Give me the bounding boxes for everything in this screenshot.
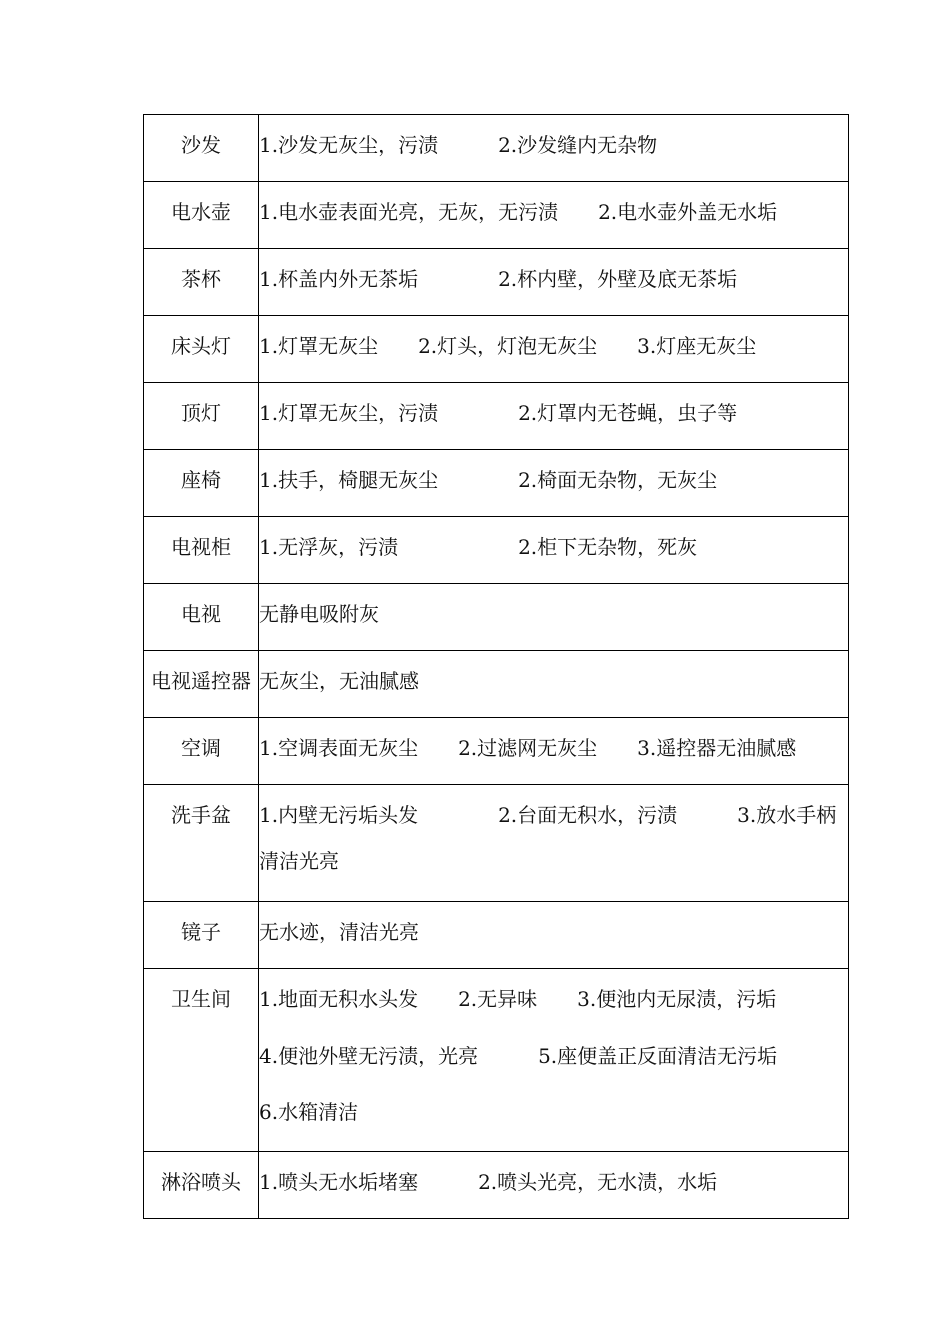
standard-line: 1.喷头无水垢堵塞 2.喷头光亮，无水渍，水垢 bbox=[259, 1170, 718, 1194]
standard-line: 1.电水壶表面光亮，无灰，无污渍 2.电水壶外盖无水垢 bbox=[259, 200, 778, 224]
item-name-cell bbox=[144, 316, 259, 383]
item-name-cell bbox=[144, 517, 259, 584]
item-name-cell bbox=[144, 383, 259, 450]
item-name: 洗手盆 bbox=[171, 803, 231, 827]
item-standard-cell bbox=[259, 1152, 849, 1219]
item-name-cell bbox=[144, 584, 259, 651]
item-name: 卫生间 bbox=[171, 987, 231, 1011]
item-name-cell bbox=[144, 182, 259, 249]
standard-line: 1.杯盖内外无茶垢 2.杯内壁，外壁及底无茶垢 bbox=[259, 267, 738, 291]
table-row bbox=[144, 969, 849, 1152]
item-name-cell bbox=[144, 969, 259, 1152]
item-name-cell bbox=[144, 1152, 259, 1219]
standard-line: 无静电吸附灰 bbox=[259, 602, 379, 626]
table-row bbox=[144, 902, 849, 969]
item-name: 淋浴喷头 bbox=[161, 1170, 241, 1194]
item-standard-cell bbox=[259, 651, 849, 718]
item-standard-cell bbox=[259, 584, 849, 651]
item-standard-cell bbox=[259, 902, 849, 969]
table-row bbox=[144, 651, 849, 718]
standard-line: 1.灯罩无灰尘 2.灯头，灯泡无灰尘 3.灯座无灰尘 bbox=[259, 334, 757, 358]
table-row bbox=[144, 450, 849, 517]
item-name: 床头灯 bbox=[171, 334, 231, 358]
table-row bbox=[144, 785, 849, 902]
table-row bbox=[144, 115, 849, 182]
item-standard-cell bbox=[259, 785, 849, 902]
item-standard-cell bbox=[259, 182, 849, 249]
standard-line: 清洁光亮 bbox=[259, 849, 339, 873]
item-name-cell bbox=[144, 902, 259, 969]
item-standard-cell bbox=[259, 316, 849, 383]
standard-line: 1.地面无积水头发 2.无异味 3.便池内无尿渍，污垢 bbox=[259, 987, 777, 1011]
table-row bbox=[144, 718, 849, 785]
item-standard-cell bbox=[259, 450, 849, 517]
item-standard-cell bbox=[259, 383, 849, 450]
item-standard-cell bbox=[259, 249, 849, 316]
item-name: 电水壶 bbox=[171, 200, 231, 224]
item-name: 沙发 bbox=[181, 133, 221, 157]
standard-line: 1.沙发无灰尘，污渍 2.沙发缝内无杂物 bbox=[259, 133, 658, 157]
table-row bbox=[144, 383, 849, 450]
standard-line: 1.灯罩无灰尘，污渍 2.灯罩内无苍蝇，虫子等 bbox=[259, 401, 738, 425]
item-name: 茶杯 bbox=[181, 267, 221, 291]
standard-line: 1.无浮灰，污渍 2.柜下无杂物，死灰 bbox=[259, 535, 698, 559]
item-name-cell bbox=[144, 718, 259, 785]
standard-line: 4.便池外壁无污渍，光亮 5.座便盖正反面清洁无污垢 bbox=[259, 1044, 778, 1068]
standard-line: 无水迹，清洁光亮 bbox=[259, 920, 419, 944]
item-name-cell bbox=[144, 115, 259, 182]
table-row bbox=[144, 584, 849, 651]
table-row bbox=[144, 517, 849, 584]
cleaning-checklist-table bbox=[143, 114, 849, 1219]
item-standard-cell bbox=[259, 969, 849, 1152]
item-standard-cell bbox=[259, 718, 849, 785]
item-name-cell bbox=[144, 450, 259, 517]
item-name: 电视遥控器 bbox=[151, 669, 251, 693]
table-row bbox=[144, 182, 849, 249]
standard-line: 1.扶手，椅腿无灰尘 2.椅面无杂物，无灰尘 bbox=[259, 468, 718, 492]
item-name-cell bbox=[144, 651, 259, 718]
item-name: 座椅 bbox=[181, 468, 221, 492]
item-name-cell bbox=[144, 785, 259, 902]
item-standard-cell bbox=[259, 115, 849, 182]
item-name-cell bbox=[144, 249, 259, 316]
table-row bbox=[144, 1152, 849, 1219]
item-name: 电视 bbox=[181, 602, 221, 626]
standard-line: 1.内壁无污垢头发 2.台面无积水，污渍 3.放水手柄 bbox=[259, 803, 837, 827]
standard-line: 1.空调表面无灰尘 2.过滤网无灰尘 3.遥控器无油腻感 bbox=[259, 736, 797, 760]
standard-line: 6.水箱清洁 bbox=[259, 1100, 359, 1124]
item-name: 镜子 bbox=[181, 920, 221, 944]
item-name: 电视柜 bbox=[171, 535, 231, 559]
table-row bbox=[144, 316, 849, 383]
item-name: 顶灯 bbox=[181, 401, 221, 425]
table-row bbox=[144, 249, 849, 316]
item-standard-cell bbox=[259, 517, 849, 584]
item-name: 空调 bbox=[181, 736, 221, 760]
standard-line: 无灰尘，无油腻感 bbox=[259, 669, 419, 693]
